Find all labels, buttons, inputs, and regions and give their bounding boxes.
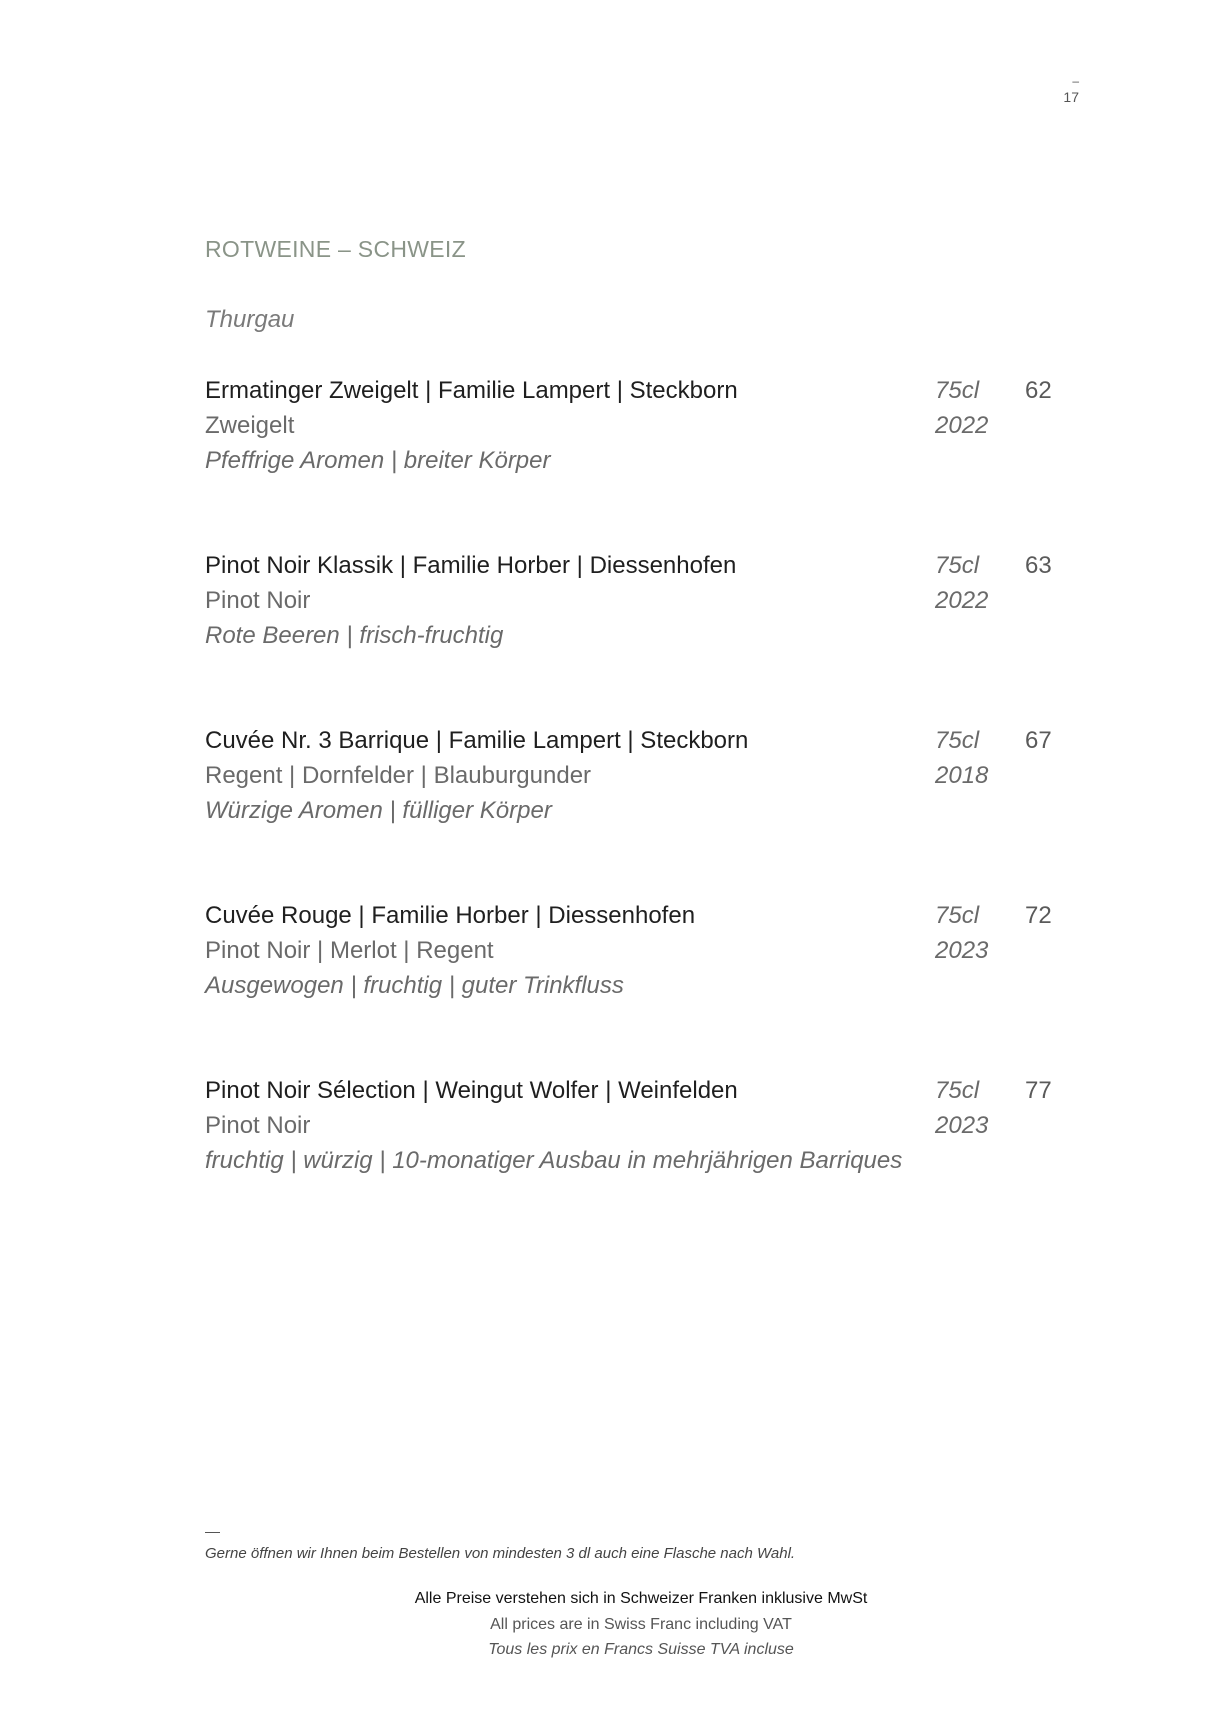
wine-bottle-size: 75cl bbox=[935, 902, 980, 929]
wine-name: Ermatinger Zweigelt | Familie Lampert | Steckborn bbox=[205, 377, 738, 404]
wine-price: 67 bbox=[1025, 727, 1052, 754]
wine-vintage: 2023 bbox=[935, 1112, 989, 1139]
wine-entry bbox=[205, 1074, 1065, 1184]
wine-price: 77 bbox=[1025, 1077, 1052, 1104]
footnote-divider bbox=[205, 1532, 220, 1533]
wine-tasting-notes: fruchtig | würzig | 10-monatiger Ausbau in mehrjährigen Barriques bbox=[205, 1147, 903, 1174]
wine-grapes: Zweigelt bbox=[205, 412, 295, 439]
price-note-french: Tous les prix en Francs Suisse TVA incluse bbox=[488, 1641, 794, 1658]
wine-grapes: Pinot Noir bbox=[205, 1112, 311, 1139]
wine-price: 62 bbox=[1025, 377, 1052, 404]
wine-name: Pinot Noir Klassik | Familie Horber | Diessenhofen bbox=[205, 552, 737, 579]
wine-vintage: 2023 bbox=[935, 937, 989, 964]
wine-tasting-notes: Würzige Aromen | fülliger Körper bbox=[205, 797, 552, 824]
wine-tasting-notes: Rote Beeren | frisch-fruchtig bbox=[205, 622, 504, 649]
wine-entry bbox=[205, 549, 1065, 659]
page-number bbox=[1039, 74, 1079, 106]
wine-bottle-size: 75cl bbox=[935, 727, 980, 754]
wine-price: 63 bbox=[1025, 552, 1052, 579]
page-number-dash: – bbox=[1072, 74, 1079, 88]
wine-grapes: Pinot Noir bbox=[205, 587, 311, 614]
wine-bottle-size: 75cl bbox=[935, 552, 980, 579]
footnote: Gerne öffnen wir Ihnen beim Bestellen von mindesten 3 dl auch eine Flasche nach Wahl. bbox=[205, 1545, 796, 1562]
region-heading: Thurgau bbox=[205, 306, 295, 333]
wine-grapes: Regent | Dornfelder | Blauburgunder bbox=[205, 762, 592, 789]
wine-grapes: Pinot Noir | Merlot | Regent bbox=[205, 937, 494, 964]
wine-name: Cuvée Rouge | Familie Horber | Diessenhofen bbox=[205, 902, 696, 929]
price-note-german: Alle Preise verstehen sich in Schweizer Franken inklusive MwSt bbox=[414, 1590, 868, 1607]
wine-vintage: 2022 bbox=[935, 412, 989, 439]
wine-tasting-notes: Pfeffrige Aromen | breiter Körper bbox=[205, 447, 551, 474]
wine-entry bbox=[205, 899, 1065, 1009]
wine-vintage: 2018 bbox=[935, 762, 989, 789]
wine-entry bbox=[205, 374, 1065, 484]
wine-price: 72 bbox=[1025, 902, 1052, 929]
wine-bottle-size: 75cl bbox=[935, 1077, 980, 1104]
wine-name: Cuvée Nr. 3 Barrique | Familie Lampert | Steckborn bbox=[205, 727, 749, 754]
wine-vintage: 2022 bbox=[935, 587, 989, 614]
wine-name: Pinot Noir Sélection | Weingut Wolfer | Weinfelden bbox=[205, 1077, 738, 1104]
price-note-english: All prices are in Swiss Franc including VAT bbox=[490, 1616, 792, 1633]
wine-entry bbox=[205, 724, 1065, 834]
page-number-value: 17 bbox=[1063, 89, 1079, 105]
section-title: ROTWEINE – SCHWEIZ bbox=[205, 236, 466, 262]
wine-tasting-notes: Ausgewogen | fruchtig | guter Trinkfluss bbox=[205, 972, 624, 999]
wine-bottle-size: 75cl bbox=[935, 377, 980, 404]
